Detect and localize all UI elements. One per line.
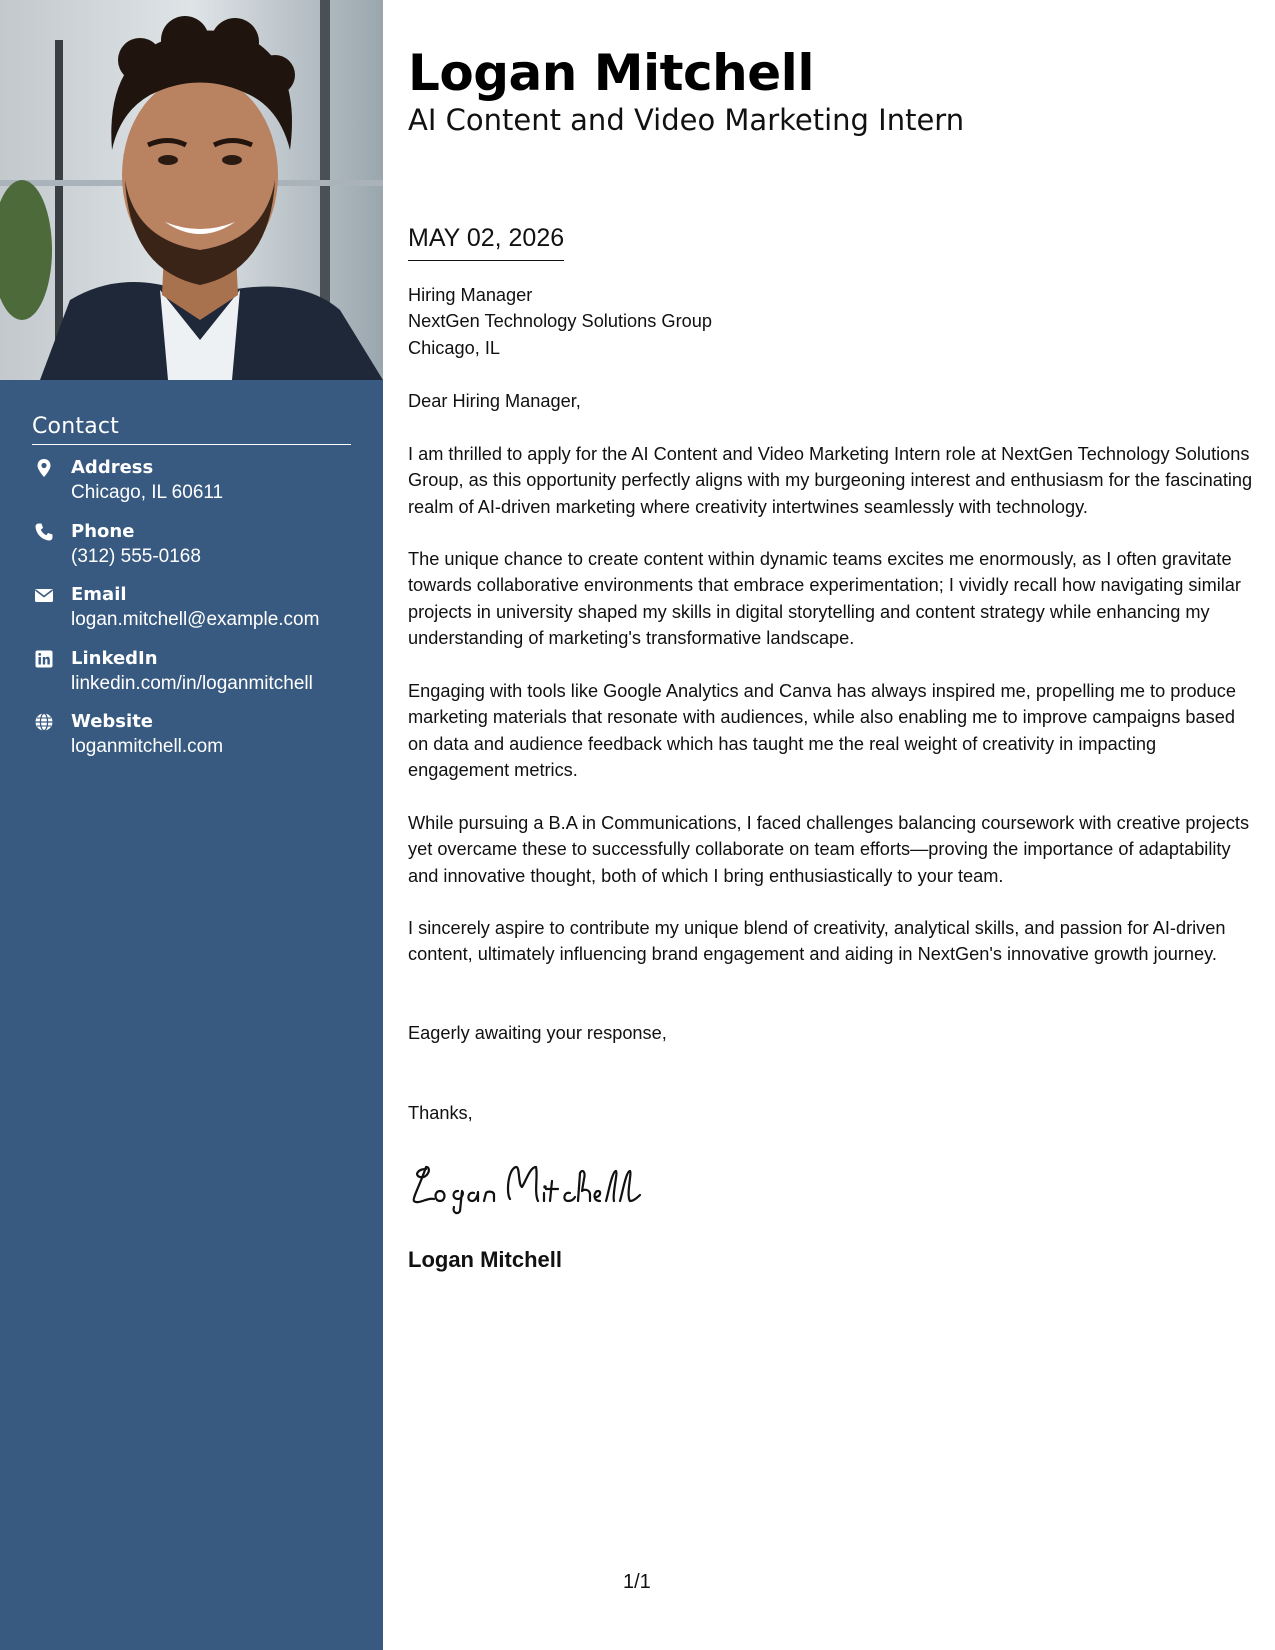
applicant-role: AI Content and Video Marketing Intern <box>408 103 965 137</box>
contact-label: Email <box>71 584 127 605</box>
contact-label: LinkedIn <box>71 647 158 669</box>
page-number: 1/1 <box>623 1571 651 1593</box>
signed-name: Logan Mitchell <box>408 1247 562 1272</box>
applicant-name: Logan Mitchell <box>408 44 814 102</box>
handwritten-signature <box>408 1155 648 1215</box>
profile-photo <box>0 0 383 380</box>
contact-item-phone <box>32 520 362 584</box>
contact-label: Phone <box>71 520 135 542</box>
linkedin-value[interactable]: linkedin.com/in/loganmitchell <box>71 672 313 694</box>
phone-value[interactable]: (312) 555-0168 <box>71 545 201 567</box>
closing-line: Eagerly awaiting your response, <box>408 1023 667 1043</box>
letter-body <box>408 0 1255 1650</box>
contact-item-address <box>32 456 362 520</box>
contact-label: Website <box>71 711 154 732</box>
contact-divider <box>32 444 351 445</box>
address-value: Chicago, IL 60611 <box>71 482 224 503</box>
map-pin-icon <box>34 458 54 478</box>
linkedin-icon <box>34 649 54 669</box>
globe-icon <box>34 712 54 732</box>
thanks-line: Thanks, <box>408 1103 473 1123</box>
body-paragraph-2: The unique chance to create content within dynamic teams excites me enormously, as I often gravitate towards collaborative environments that embrace experimentation; I vividly recall how navigating similar projects in university shaped my skills in digital storytelling and content strategy while enhancing my understanding of marketing's transformative landscape. <box>408 549 1241 648</box>
phone-icon <box>34 522 54 542</box>
body-paragraph-4: While pursuing a B.A in Communications, I faced challenges balancing coursework with creative projects yet overcame these to successfully collaborate on team efforts—proving the importance of adaptability and innovative thought, both of which I bring enthusiastically to your team. <box>408 813 1250 886</box>
recipient-location: Chicago, IL <box>408 337 501 358</box>
contact-item-website <box>32 710 362 774</box>
contact-label: Address <box>71 457 154 478</box>
website-value[interactable]: loganmitchell.com <box>71 736 224 757</box>
greeting: Dear Hiring Manager, <box>408 391 581 411</box>
contact-item-linkedin <box>32 647 362 711</box>
recipient-title: Hiring Manager <box>408 285 533 305</box>
email-value[interactable]: logan.mitchell@example.com <box>71 609 320 630</box>
body-paragraph-3: Engaging with tools like Google Analytics and Canva has always inspired me, propelling me to produce marketing materials that resonate with audiences, while also enabling me to improve campaigns based on data and audience feedback which has taught me the real weight of creativity in impacting engagement metrics. <box>408 681 1237 780</box>
envelope-icon <box>34 585 54 605</box>
body-paragraph-1: I am thrilled to apply for the AI Content and Video Marketing Intern role at NextGen Technology Solutions Group, as this opportunity perfectly aligns with my burgeoning interest and enthusiasm for the fascinating realm of AI-driven marketing where creativity intertwines seamlessly with technology. <box>408 444 1253 517</box>
letter-date: MAY 02, 2026 <box>408 222 564 261</box>
contact-heading: Contact <box>32 414 119 439</box>
body-paragraph-5: I sincerely aspire to contribute my unique blend of creativity, analytical skills, and passion for AI-driven content, ultimately influencing brand engagement and aiding in NextGen's innovative growth journey. <box>408 918 1226 965</box>
contact-list <box>32 456 362 774</box>
sidebar <box>0 0 383 1650</box>
recipient-company: NextGen Technology Solutions Group <box>408 311 712 332</box>
contact-item-email <box>32 583 362 647</box>
recipient-block <box>408 282 1208 361</box>
